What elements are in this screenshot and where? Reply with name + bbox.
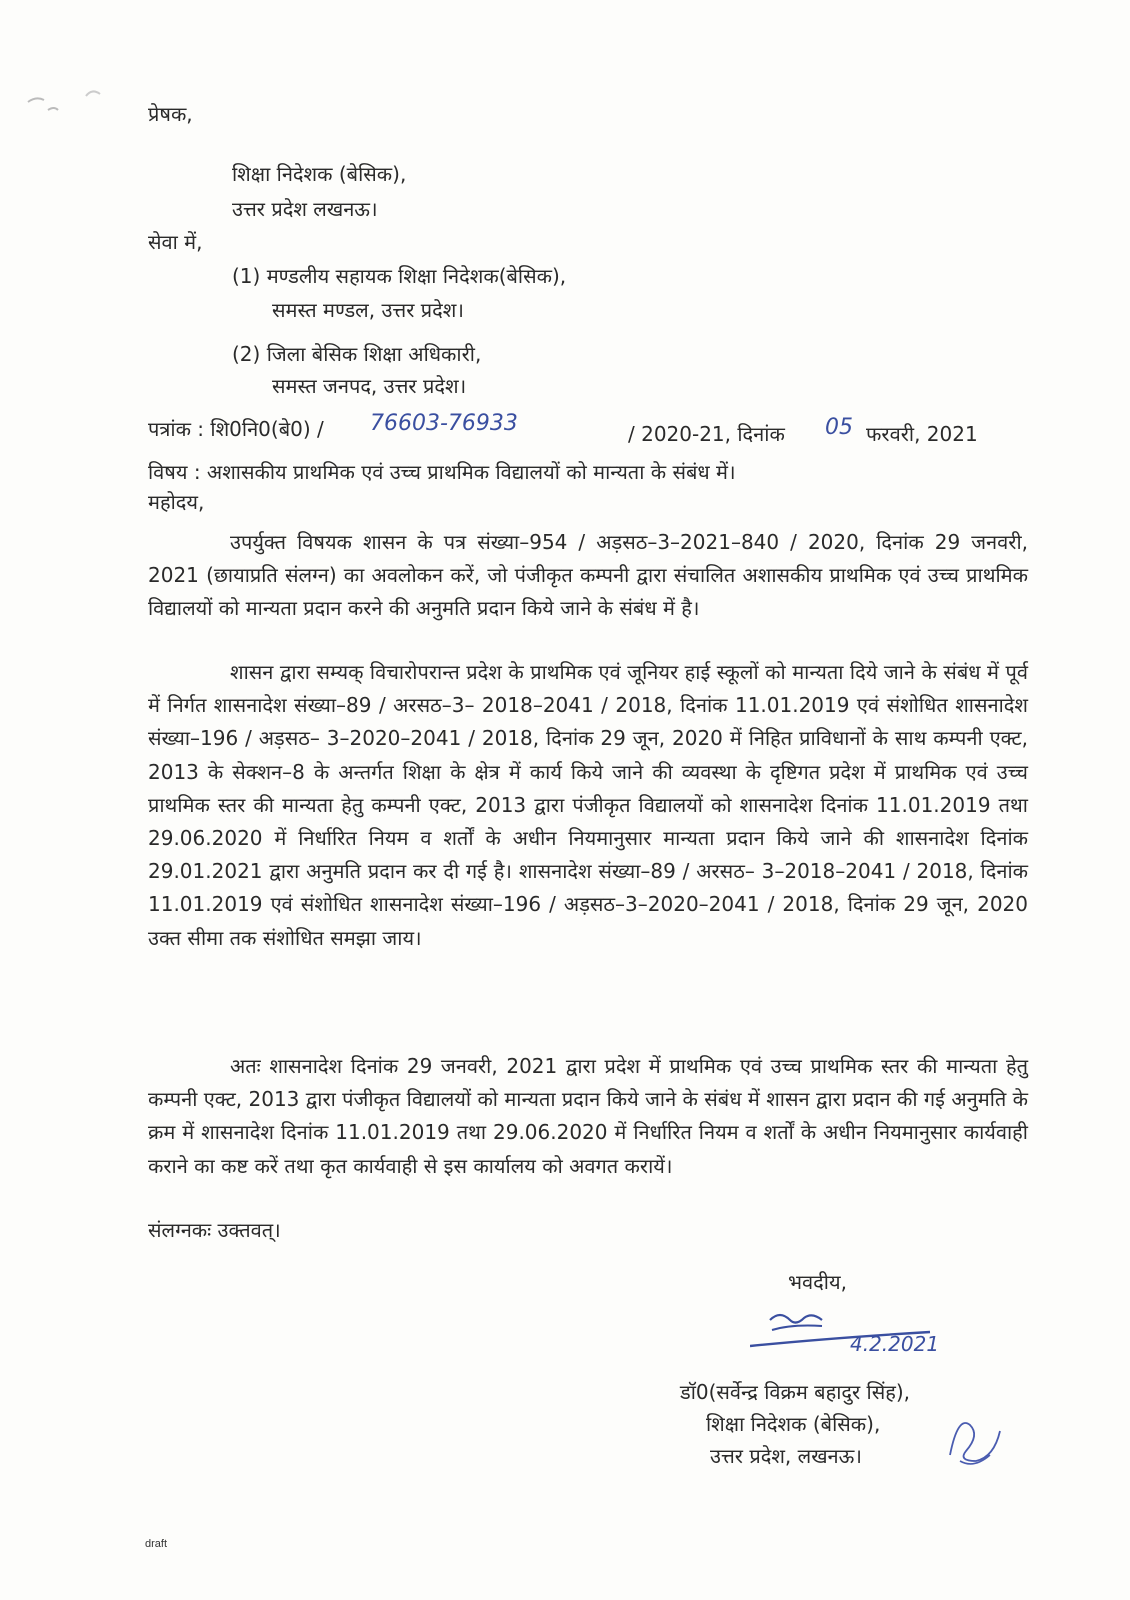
body-paragraph-2: शासन द्वारा सम्यक् विचारोपरान्त प्रदेश के प्राथमिक एवं जूनियर हाई स्कूलों को मान्यता दिये जाने के संबंध में पूर्व में निर्गत शासनादेश संख्या–89 / अरसठ–3– 2018–2041 / 2018, दिनांक 11.01.2019 एवं संशोधित शासनादेश संख्या–196 / अड़सठ– 3–2020–2041 / 2018, दिनांक 29 जून, 2020 में निहित प्राविधानों के साथ कम्पनी एक्ट, 2013 के सेक्शन–8 के अन्तर्गत शिक्षा के क्षेत्र में कार्य किये जाने की व्यवस्था के दृष्टिगत प्रदेश में प्राथमिक एवं उच्च प्राथमिक स्तर की मान्यता हेतु कम्पनी एक्ट, 2013 द्वारा पंजीकृत विद्यालयों को शासनादेश दिनांक 11.01.2019 तथा 29.06.2020 में निर्धारित नियम व शर्तों के अधीन नियमानुसार मान्यता प्रदान किये जाने की शासनादेश दिनांक 29.01.2021 द्वारा अनुमति प्रदान कर दी गई है। शासनादेश संख्या–89 / अरसठ– 3–2018–2041 / 2018, दिनांक 11.01.2019 एवं संशोधित शासनादेश संख्या–196 / अड़सठ–3–2020–2041 / 2018, दिनांक 29 जून, 2020 उक्त सीमा तक संशोधित समझा जाय। (148, 660, 1028, 950)
signature-date-handwritten: 4.2.2021 (850, 1332, 940, 1356)
draft-mark: draft (145, 1538, 168, 1550)
reference-day-handwritten: 05 (825, 415, 853, 440)
initial-scribble (940, 1395, 1010, 1475)
recipient-1-line1: (1) मण्डलीय सहायक शिक्षा निदेशक(बेसिक), (232, 264, 567, 288)
closing-yours: भवदीय, (788, 1270, 847, 1294)
recipient-2-line2: समस्त जनपद, उत्तर प्रदेश। (272, 374, 467, 398)
reference-number-handwritten: 76603-76933 (370, 411, 518, 436)
salutation: महोदय, (148, 490, 205, 514)
recipients-label: सेवा में, (148, 230, 203, 254)
scan-smudge (18, 62, 108, 132)
recipient-1-line2: समस्त मण्डल, उत्तर प्रदेश। (272, 298, 464, 322)
sender-place: उत्तर प्रदेश लखनऊ। (232, 197, 378, 221)
signatory-place: उत्तर प्रदेश, लखनऊ। (710, 1444, 862, 1468)
reference-month-year: फरवरी, 2021 (866, 422, 978, 446)
body-paragraph-3: अतः शासनादेश दिनांक 29 जनवरी, 2021 द्वारा प्रदेश में प्राथमिक एवं उच्च प्राथमिक स्तर की मान्यता हेतु कम्पनी एक्ट, 2013 द्वारा पंजीकृत विद्यालयों को मान्यता प्रदान किये जाने के संबंध में शासन द्वारा प्रदान की गई अनुमति के क्रम में शासनादेश दिनांक 11.01.2019 तथा 29.06.2020 में निर्धारित नियम व शर्तों के अधीन नियमानुसार कार्यवाही कराने का कष्ट करें तथा कृत कार्यवाही से इस कार्यालय को अवगत करायें। (148, 1054, 1028, 1178)
recipient-2-line1: (2) जिला बेसिक शिक्षा अधिकारी, (232, 342, 482, 366)
sender-designation: शिक्षा निदेशक (बेसिक), (232, 162, 407, 186)
reference-year: / 2020-21, दिनांक (628, 422, 785, 446)
body-paragraph-1: उपर्युक्त विषयक शासन के पत्र संख्या–954 / अड़सठ–3–2021–840 / 2020, दिनांक 29 जनवरी, 2021 (छायाप्रति संलग्न) का अवलोकन करें, जो पंजीकृत कम्पनी द्वारा संचालित अशासकीय प्राथमिक एवं उच्च प्राथमिक विद्यालयों को मान्यता प्रदान करने की अनुमति प्रदान किये जाने के संबंध में है। (148, 530, 1028, 621)
enclosure-line: संलग्नकः उक्तवत्। (148, 1218, 281, 1242)
subject-line: विषय : अशासकीय प्राथमिक एवं उच्च प्राथमिक विद्यालयों को मान्यता के संबंध में। (148, 460, 736, 484)
signatory-designation: शिक्षा निदेशक (बेसिक), (706, 1412, 881, 1436)
signatory-name: डॉ0(सर्वेन्द्र विक्रम बहादुर सिंह), (680, 1380, 911, 1404)
reference-prefix: पत्रांक : शि0नि0(बे0) / (148, 417, 324, 441)
sender-label: प्रेषक, (148, 102, 193, 126)
